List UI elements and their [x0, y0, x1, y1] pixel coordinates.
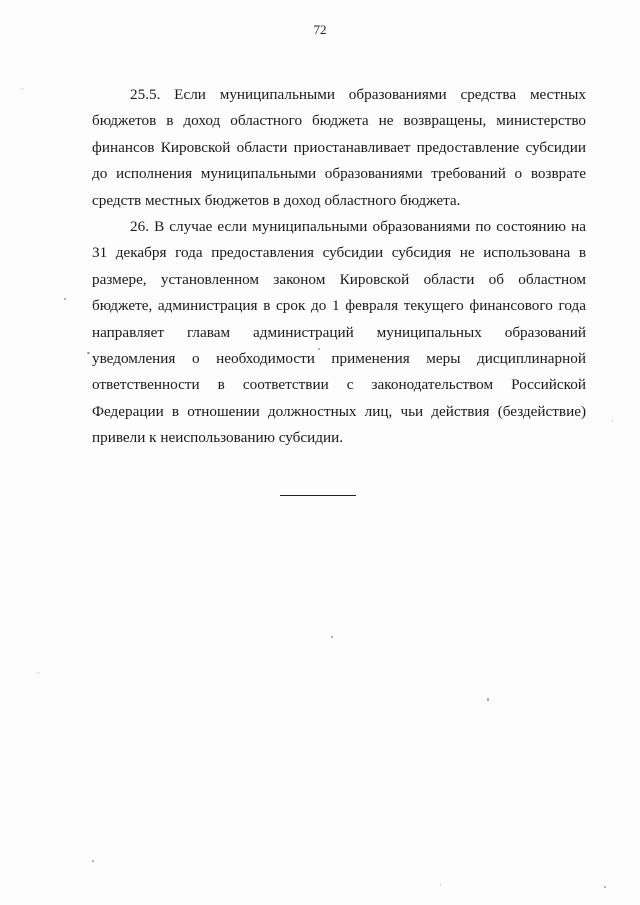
scan-speck	[331, 636, 333, 638]
scan-speck	[318, 348, 320, 350]
scan-speck	[604, 886, 606, 888]
scan-speck	[487, 698, 489, 701]
paragraph-25-5: 25.5. Если муниципальными образованиями средства местных бюджетов в доход областного бюджета не возвращены, министерство финансов Кировской области приостанавливает предоставление субсидии до исполнения муниципальными образованиями требований о возврате средств местных бюджетов в доход областного бюджета.	[92, 86, 586, 209]
page-number: 72	[313, 22, 327, 37]
document-body	[92, 82, 586, 452]
scan-speck	[22, 88, 23, 89]
scan-speck	[440, 884, 441, 885]
paragraph-26: 26. В случае если муниципальными образованиями по состоянию на 31 декабря года предоставления субсидии субсидия не использована в размере, установленном законом Кировской области об областном бюджете, администрация в срок до 1 февраля текущего финансового года направляет главам администраций муниципальных образований уведомления о необходимости применения меры дисциплинарной ответственности в соответствии с законодательством Российской Федерации в отношении должностных лиц, чьи действия (бездействие) привели к неиспользованию субсидии.	[92, 218, 586, 447]
scan-speck	[92, 860, 94, 862]
end-separator-line	[280, 495, 356, 496]
scan-speck	[87, 352, 90, 354]
scan-speck	[64, 298, 66, 300]
scan-speck	[612, 420, 613, 421]
scan-speck	[38, 672, 39, 673]
